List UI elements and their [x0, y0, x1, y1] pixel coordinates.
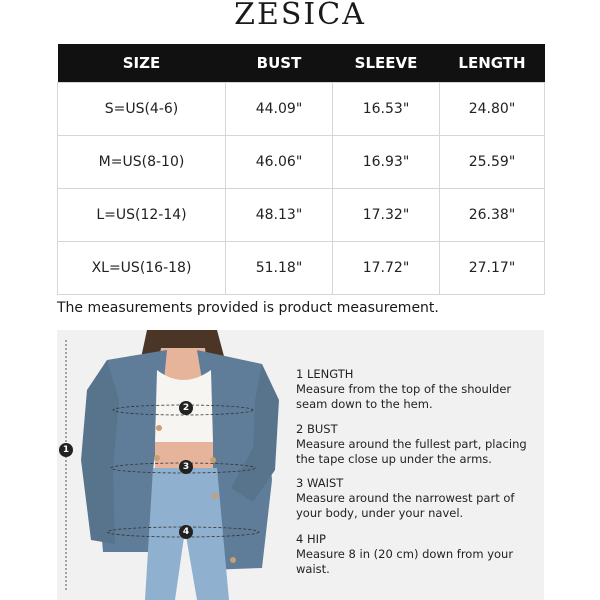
column-header-sleeve: SLEEVE	[333, 44, 440, 83]
length-cell: 24.80"	[440, 83, 545, 136]
instruction-title: 3 WAIST	[296, 476, 344, 490]
instruction-title: 4 HIP	[296, 532, 326, 546]
length-marker: 1	[59, 443, 73, 457]
instruction-title: 1 LENGTH	[296, 367, 354, 381]
size-cell: S=US(4-6)	[58, 83, 226, 136]
model-illustration	[57, 330, 287, 600]
table-row	[58, 136, 545, 189]
bust-marker: 2	[179, 401, 193, 415]
table-row	[58, 189, 545, 242]
bust-instruction	[296, 422, 541, 467]
waist-instruction	[296, 476, 541, 521]
instruction-text: Measure around the fullest part, placing the tape close up under the arms.	[296, 437, 527, 466]
measurement-note: The measurements provided is product measurement.	[57, 300, 439, 316]
length-cell: 26.38"	[440, 189, 545, 242]
bust-cell: 51.18"	[226, 242, 333, 295]
column-header-length: LENGTH	[440, 44, 545, 83]
instruction-title: 2 BUST	[296, 422, 338, 436]
measurement-guide-panel	[57, 330, 544, 600]
column-header-size: SIZE	[58, 44, 226, 83]
instruction-text: Measure 8 in (20 cm) down from your waist.	[296, 547, 514, 576]
hip-instruction	[296, 532, 541, 577]
hip-marker: 4	[179, 525, 193, 539]
size-cell: M=US(8-10)	[58, 136, 226, 189]
length-cell: 25.59"	[440, 136, 545, 189]
sleeve-cell: 17.32"	[333, 189, 440, 242]
cardigan-model-image	[57, 330, 287, 600]
sleeve-cell: 16.53"	[333, 83, 440, 136]
waist-marker: 3	[179, 460, 193, 474]
length-instruction	[296, 367, 541, 412]
brand-logo: ZESICA	[234, 0, 366, 32]
instruction-text: Measure around the narrowest part of your body, under your navel.	[296, 491, 515, 520]
length-cell: 27.17"	[440, 242, 545, 295]
sleeve-cell: 17.72"	[333, 242, 440, 295]
table-row	[58, 242, 545, 295]
table-row	[58, 83, 545, 136]
column-header-bust: BUST	[226, 44, 333, 83]
size-cell: L=US(12-14)	[58, 189, 226, 242]
table-header-row	[58, 44, 545, 83]
size-chart-table	[57, 44, 545, 295]
size-cell: XL=US(16-18)	[58, 242, 226, 295]
bust-cell: 48.13"	[226, 189, 333, 242]
sleeve-cell: 16.93"	[333, 136, 440, 189]
bust-cell: 46.06"	[226, 136, 333, 189]
bust-cell: 44.09"	[226, 83, 333, 136]
instruction-text: Measure from the top of the shoulder seam down to the hem.	[296, 382, 512, 411]
